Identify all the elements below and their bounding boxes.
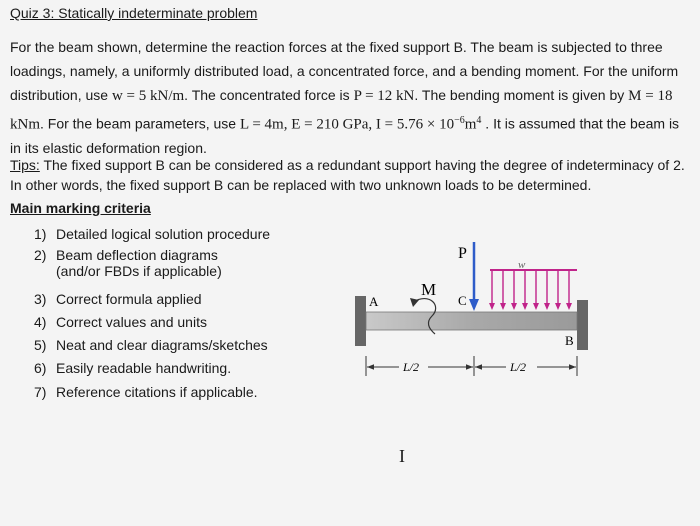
distributed-load [489,270,577,310]
label-w: w [518,259,526,271]
criteria-list [34,222,270,403]
left-wall [355,296,366,346]
criteria-item: 1) Detailed logical solution procedure [34,225,271,242]
moment-arrow [413,299,436,334]
criteria-item: 2) Beam deflection diagrams (and/or FBDs if applicable) [34,247,222,280]
criteria-item: 6) Easily readable handwriting. [34,360,232,377]
tips-paragraph [10,155,690,195]
criteria-item: 4) Correct values and units [34,313,207,330]
tips-text: The fixed support B can be considered as a redundant support having the degree of indeterminacy of 2. In other words, the fixed support B can be replaced with two unknown loads to be determined. [10,157,685,193]
label-M: M [421,280,437,299]
problem-intro: For the beam shown, determine the reaction forces at the fixed support B. The beam is subjected to three loadings, namely, a uniformly distributed load, a concentrated force, and a bending moment. For the uniform distribution, use [10,39,679,104]
problem-statement: For the beam shown, determine the reaction forces at the fixed support B. The beam is subjected to three loadings, namely, a uniformly distributed load, a concentrated force, and a bending moment. For the uniform distribution, use w = 5 kN/m. The concentrated force is P = 12 kN. The bending moment is given by M = 18 kNm. For the beam parameters, use L = 4m, E = 210 GPa, $I = 5.76 \times 10^{-6}m^4$ . It is assumed that the beam is in its elastic deformation region. [10,39,680,157]
beam-parameters: L = 4m, E = 210 GPa, I = 5.76 × 10 [239,116,455,133]
text-cursor-icon: I [399,446,405,466]
w-value: w = 5 kN/m [111,88,185,105]
dimension-lines [366,356,577,376]
dim-left-label: L/2 [403,360,420,374]
force-arrow-P [469,242,479,311]
criteria-item: 5) Neat and clear diagrams/sketches [34,337,268,354]
label-C: C [458,293,467,308]
label-P: P [458,245,467,262]
right-wall [577,300,588,350]
m-value: M = 18 kNm [10,88,673,133]
beam [366,312,577,330]
criteria-item: 7) Reference citations if applicable. [34,383,258,400]
p-value: P = 12 kN [353,88,415,105]
criteria-heading: Main marking criteria [10,200,151,216]
label-B: B [565,333,574,348]
criteria-item: 3) Correct formula applied [34,290,202,307]
label-A: A [369,294,379,309]
quiz-title: Quiz 3: Statically indeterminate problem [10,5,258,21]
tips-label: Tips: [10,157,40,173]
dim-right-label: L/2 [510,360,527,374]
